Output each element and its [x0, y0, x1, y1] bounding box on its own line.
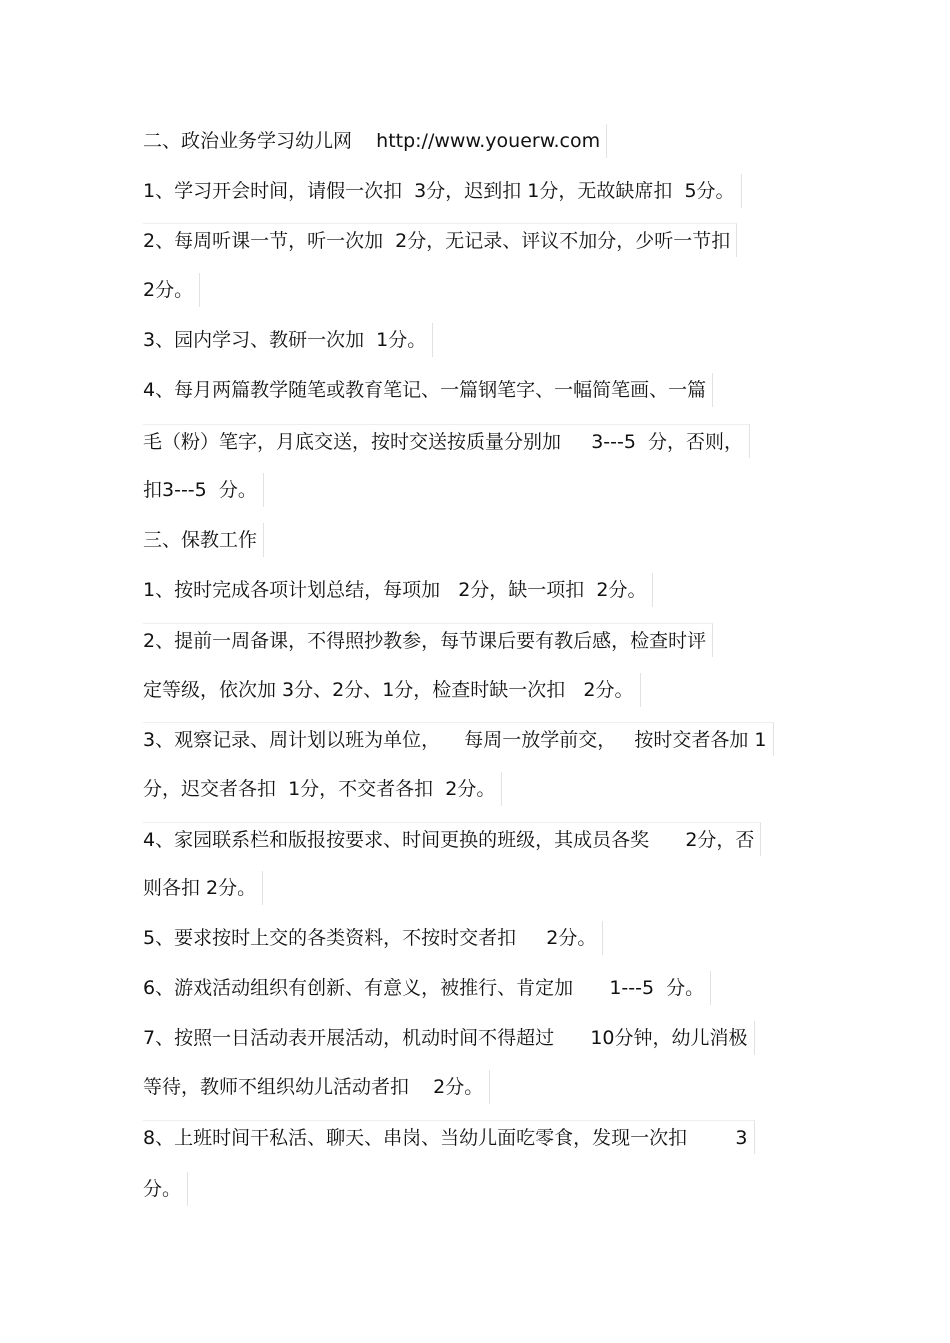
- care-rule-3-line-2: 分，迟交者各扣 1分，不交者各扣 2分。: [143, 772, 502, 806]
- study-rule-3: 3、园内学习、教研一次加 1分。: [143, 323, 433, 357]
- section-heading-care: 三、保教工作: [143, 523, 264, 557]
- study-rule-1: 1、学习开会时间，请假一次扣 3分，迟到扣 1分，无故缺席扣 5分。: [143, 174, 742, 208]
- care-rule-4-line-1: 4、家园联系栏和版报按要求、时间更换的班级，其成员各奖 2分，否: [143, 822, 761, 856]
- care-rule-7-line-1: 7、按照一日活动表开展活动，机动时间不得超过 10分钟，幼儿消极: [143, 1021, 755, 1055]
- care-rule-7-line-2: 等待，教师不组织幼儿活动者扣 2分。: [143, 1070, 490, 1104]
- care-rule-8-line-1: 8、上班时间干私活、聊天、串岗、当幼儿面吃零食，发现一次扣 3: [143, 1120, 755, 1154]
- study-rule-4-line-2: 毛（粉）笔字，月底交送，按时交送按质量分别加 3---5 分，否则，: [143, 424, 750, 458]
- care-rule-6: 6、游戏活动组织有创新、有意义，被推行、肯定加 1---5 分。: [143, 971, 711, 1005]
- care-rule-8-line-2: 分。: [143, 1172, 188, 1206]
- study-rule-2-line-1: 2、每周听课一节，听一次加 2分，无记录、评议不加分，少听一节扣: [143, 223, 737, 257]
- section-heading-study: 二、政治业务学习幼儿网 http://www.youerw.com: [143, 124, 607, 158]
- care-rule-2-line-2: 定等级，依次加 3分、2分、1分，检查时缺一次扣 2分。: [143, 673, 641, 707]
- study-rule-4-line-1: 4、每月两篇教学随笔或教育笔记、一篇钢笔字、一幅简笔画、一篇: [143, 373, 713, 407]
- care-rule-4-line-2: 则各扣 2分。: [143, 871, 263, 905]
- care-rule-5: 5、要求按时上交的各类资料，不按时交者扣 2分。: [143, 921, 603, 955]
- care-rule-1: 1、按时完成各项计划总结，每项加 2分，缺一项扣 2分。: [143, 573, 653, 607]
- care-rule-2-line-1: 2、提前一周备课，不得照抄教参，每节课后要有教后感，检查时评: [143, 623, 713, 657]
- care-rule-3-line-1: 3、观察记录、周计划以班为单位， 每周一放学前交， 按时交者各加 1: [143, 722, 774, 756]
- study-rule-2-line-2: 2分。: [143, 273, 200, 307]
- study-rule-4-line-3: 扣3---5 分。: [143, 473, 264, 507]
